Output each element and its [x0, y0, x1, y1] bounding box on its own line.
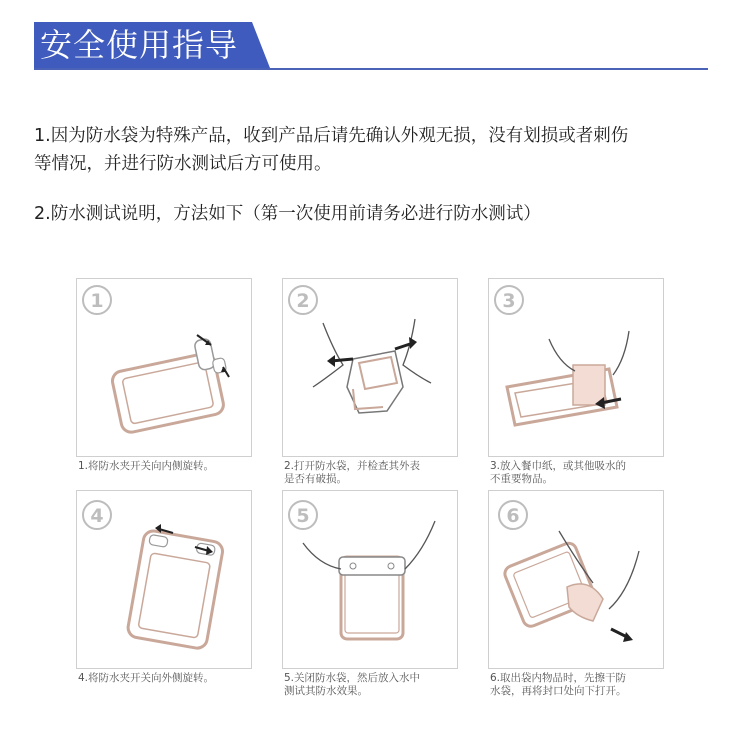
step-card-3 — [488, 278, 664, 457]
step-number-1: 1 — [90, 290, 104, 312]
instruction-1 — [34, 122, 724, 178]
step-number-5: 5 — [296, 505, 310, 527]
step-caption-5 — [284, 672, 474, 698]
step-3-illustration — [489, 279, 663, 456]
step-card-4 — [76, 490, 252, 669]
page-title: 安全使用指导 — [40, 26, 239, 64]
step-card-1 — [76, 278, 252, 457]
step-2-caption-line-1: 2.打开防水袋，并检查其外表 — [284, 460, 421, 472]
step-4-caption-line-1: 4.将防水夹开关向外侧旋转。 — [78, 672, 215, 684]
instruction-2 — [34, 200, 724, 228]
step-5-illustration — [283, 491, 457, 668]
step-4-illustration — [77, 491, 251, 668]
step-number-2: 2 — [296, 290, 310, 312]
step-card-2 — [282, 278, 458, 457]
step-3-caption-line-2: 不重要物品。 — [490, 473, 553, 485]
step-6-caption-line-2: 水袋，再将封口处向下打开。 — [490, 685, 627, 697]
step-3-caption-line-1: 3.放入餐巾纸，或其他吸水的 — [490, 460, 627, 472]
step-1-illustration — [77, 279, 251, 456]
step-number-3: 3 — [502, 290, 516, 312]
step-caption-6 — [490, 672, 680, 698]
step-5-caption-line-1: 5.关闭防水袋，然后放入水中 — [284, 672, 421, 684]
step-card-5 — [282, 490, 458, 669]
step-6-illustration — [489, 491, 663, 668]
step-caption-1 — [78, 460, 268, 473]
header-divider — [34, 68, 708, 70]
step-1-caption-line-1: 1.将防水夹开关向内侧旋转。 — [78, 460, 215, 472]
step-caption-3 — [490, 460, 680, 486]
instruction-1-line-1: 1.因为防水袋为特殊产品，收到产品后请先确认外观无损，没有划损或者刺伤 — [34, 126, 629, 146]
step-number-6: 6 — [506, 505, 520, 527]
step-5-caption-line-2: 测试其防水效果。 — [284, 685, 368, 697]
step-number-4: 4 — [90, 505, 104, 527]
step-6-caption-line-1: 6.取出袋内物品时，先擦干防 — [490, 672, 627, 684]
step-2-illustration — [283, 279, 457, 456]
section-header — [34, 22, 270, 68]
step-caption-4 — [78, 672, 268, 685]
instruction-1-line-2: 等情况，并进行防水测试后方可使用。 — [34, 154, 332, 174]
step-2-caption-line-2: 是否有破损。 — [284, 473, 347, 485]
step-card-6 — [488, 490, 664, 669]
step-caption-2 — [284, 460, 474, 486]
instruction-2-line-1: 2.防水测试说明，方法如下（第一次使用前请务必进行防水测试） — [34, 204, 541, 224]
